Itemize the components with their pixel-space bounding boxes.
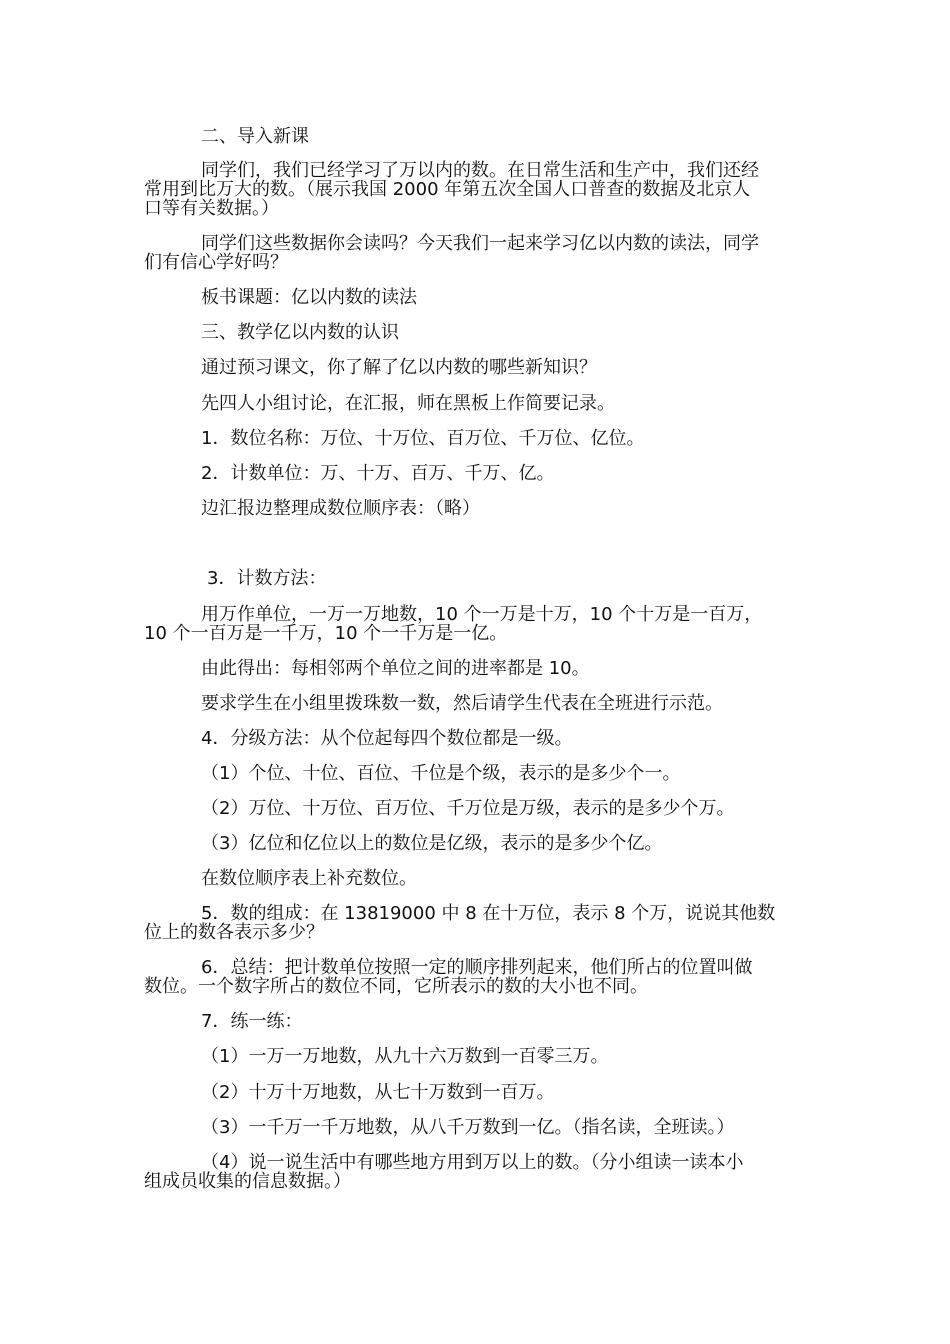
paragraph-line: （4）说一说生活中有哪些地方用到万以上的数。（分小组读一读本小 bbox=[201, 1152, 744, 1173]
list-item bbox=[201, 729, 572, 748]
paragraph-line: 边汇报边整理成数位顺序表：（略） bbox=[201, 498, 480, 519]
list-item bbox=[207, 569, 326, 588]
paragraph-line: 口等有关数据。） bbox=[144, 198, 279, 219]
paragraph-line: 用万作单位，一万一万地数，10 个一万是十万，10 个十万是一百万， bbox=[201, 604, 763, 625]
paragraph bbox=[201, 869, 417, 888]
paragraph-line: （3）亿位和亿位以上的数位是亿级，表示的是多少个亿。 bbox=[201, 833, 663, 854]
list-item bbox=[144, 904, 775, 942]
paragraph-line: 数位。一个数字所占的数位不同，它所表示的数的大小也不同。 bbox=[144, 976, 648, 997]
paragraph-line: 要求学生在小组里拨珠数一数，然后请学生代表在全班进行示范。 bbox=[201, 693, 723, 714]
paragraph-line: 板书课题：亿以内数的读法 bbox=[201, 287, 417, 308]
paragraph-line: （3）一千万一千万地数，从八千万数到一亿。（指名读，全班读。） bbox=[201, 1117, 735, 1138]
paragraph-line: 6．总结：把计数单位按照一定的顺序排列起来，他们所占的位置叫做 bbox=[201, 957, 753, 978]
list-item bbox=[201, 1047, 608, 1066]
paragraph bbox=[201, 499, 480, 518]
paragraph-line: 二、导入新课 bbox=[201, 126, 309, 147]
paragraph bbox=[201, 288, 417, 307]
paragraph-line: （2）万位、十万位、百万位、千万位是万级，表示的是多少个万。 bbox=[201, 798, 735, 819]
paragraph-line: 1．数位名称：万位、十万位、百万位、千万位、亿位。 bbox=[201, 428, 645, 449]
list-item bbox=[201, 464, 554, 483]
paragraph bbox=[201, 659, 590, 678]
list-item bbox=[201, 1083, 554, 1102]
list-item bbox=[201, 834, 662, 853]
paragraph-line: 先四人小组讨论，在汇报，师在黑板上作简要记录。 bbox=[201, 393, 615, 414]
paragraph-line: 组成员收集的信息数据。） bbox=[144, 1171, 351, 1192]
list-item bbox=[144, 1153, 743, 1191]
paragraph-line: 2．计数单位：万、十万、百万、千万、亿。 bbox=[201, 463, 555, 484]
paragraph bbox=[144, 605, 762, 643]
paragraph-line: 由此得出：每相邻两个单位之间的进率都是 10。 bbox=[201, 658, 590, 679]
paragraph-line: （2）十万十万地数，从七十万数到一百万。 bbox=[201, 1082, 555, 1103]
list-item bbox=[144, 958, 752, 996]
section-heading-intro bbox=[201, 127, 309, 146]
paragraph bbox=[201, 394, 615, 413]
paragraph-line: 在数位顺序表上补充数位。 bbox=[201, 868, 417, 889]
paragraph bbox=[144, 161, 759, 218]
list-item bbox=[201, 799, 734, 818]
list-item bbox=[201, 429, 644, 448]
paragraph-line: 4．分级方法：从个位起每四个数位都是一级。 bbox=[201, 728, 573, 749]
paragraph-line: 常用到比万大的数。（展示我国 2000 年第五次全国人口普查的数据及北京人 bbox=[144, 179, 751, 200]
list-item bbox=[201, 1012, 302, 1031]
paragraph-line: 通过预习课文，你了解了亿以内数的哪些新知识？ bbox=[201, 357, 597, 378]
paragraph-line: 3．计数方法： bbox=[207, 568, 327, 589]
list-item bbox=[201, 764, 680, 783]
paragraph-line: （1）个位、十位、百位、千位是个级，表示的是多少个一。 bbox=[201, 763, 681, 784]
paragraph-line: 10 个一百万是一千万，10 个一千万是一亿。 bbox=[144, 623, 508, 644]
paragraph bbox=[144, 234, 759, 272]
paragraph-line: 同学们这些数据你会读吗？今天我们一起来学习亿以内数的读法，同学 bbox=[201, 233, 759, 254]
paragraph-line: 们有信心学好吗？ bbox=[144, 252, 288, 273]
list-item bbox=[201, 1118, 734, 1137]
paragraph-line: 同学们，我们已经学习了万以内的数。在日常生活和生产中，我们还经 bbox=[201, 160, 759, 181]
paragraph-line: （1）一万一万地数，从九十六万数到一百零三万。 bbox=[201, 1046, 609, 1067]
paragraph-line: 位上的数各表示多少？ bbox=[144, 922, 324, 943]
paragraph bbox=[201, 358, 597, 377]
paragraph-line: 7．练一练： bbox=[201, 1011, 303, 1032]
paragraph-line: 5．数的组成：在 13819000 中 8 在十万位，表示 8 个万，说说其他数 bbox=[201, 903, 776, 924]
paragraph bbox=[201, 694, 723, 713]
section-heading-teaching bbox=[201, 323, 399, 342]
paragraph-line: 三、教学亿以内数的认识 bbox=[201, 322, 399, 343]
